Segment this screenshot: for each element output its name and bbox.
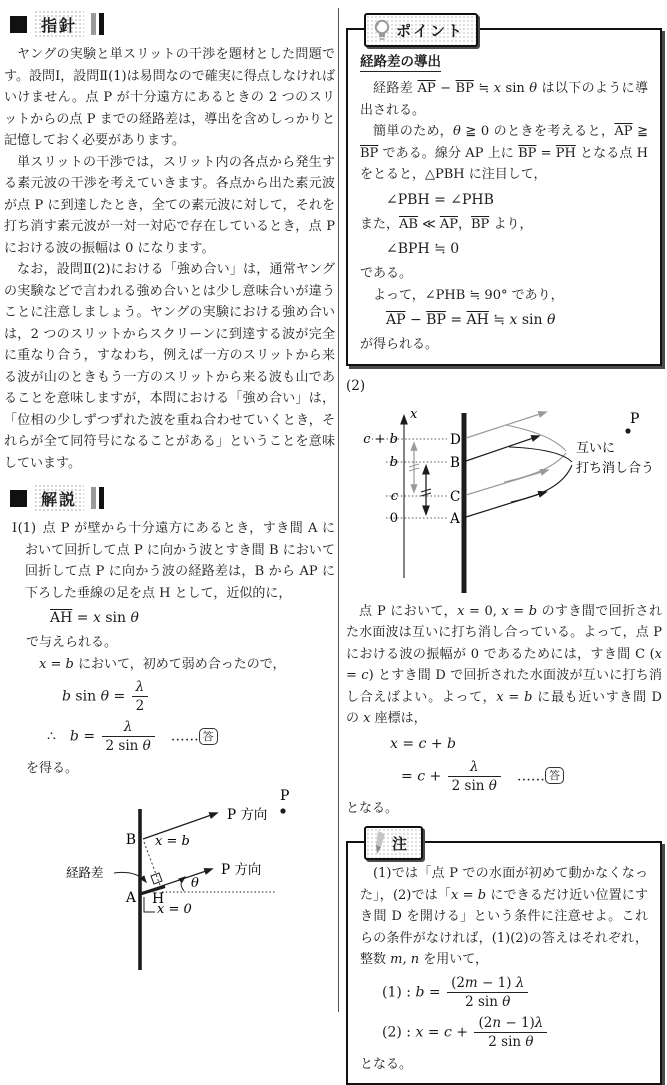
point-badge-label: ポイント	[396, 22, 465, 40]
diagram-slit-ab	[4, 782, 335, 978]
kaisetsu-header	[10, 486, 335, 510]
section-bars-icon	[91, 13, 104, 35]
point-b-label: B	[125, 831, 136, 848]
lightbulb-icon	[372, 18, 392, 42]
left-column	[4, 6, 335, 978]
note-badge-label: 注	[392, 835, 410, 853]
path-difference-label: 経路差	[66, 864, 104, 880]
column-divider	[338, 8, 339, 1012]
point-p-label: P	[280, 787, 290, 804]
slit-d-label: D	[450, 431, 461, 448]
note-badge	[364, 826, 423, 860]
point-badge	[364, 13, 478, 47]
right-column	[346, 0, 662, 1085]
formula-b-answer: ∴ b = $\frac{\lambda}{\text{2 sin θ}}$ …… 答	[47, 718, 335, 755]
shishin-header	[10, 12, 335, 36]
theta-label: θ	[191, 875, 199, 891]
x-equals-0-label: x = 0	[157, 901, 192, 917]
kaisetsu-paragraph-2: で与えられる。	[26, 635, 118, 650]
section2-paragraph-2: となる。	[346, 800, 399, 816]
p-direction-label-1: P 方向	[227, 806, 268, 823]
point-p-dot	[625, 428, 630, 433]
section2-paragraph-1: 点 P において，x = 0, x = b のすき間で回折された水面波は互いに打ち消し合っている。よって，点 P における波の振幅が 0 であるためには，すき間 C (x = c) とすき間 D で回折された水面波が互いに打ち消し合えばよい。よって，x = b に最も近いすき間 D の x 座標は，	[346, 603, 662, 726]
point-formula-3: $\overline{AP} - \overline{BP} = \overline{AH}$ ≒ x sin θ	[386, 312, 556, 328]
note-paragraph-1: (1)では「点 P での水面が初めて動かなくなった」，(2)では「x = b にできるだけ近い位置にすき間 D を開ける」という条件に注意せよ。これらの条件がなければ，(1)(2)の答えはそれぞれ，整数 m, n を用いて，	[360, 866, 648, 967]
diagram-four-slits	[346, 396, 662, 601]
slit-c-label: C	[450, 488, 461, 505]
slit-a-label: A	[450, 510, 460, 527]
point-paragraph-5: よって，∠PHB ≒ 90° であり，	[373, 287, 564, 303]
point-h-label: H	[152, 890, 165, 907]
note-formula-2: (2) : x = c + $\frac{(2n - 1)\lambda}{\text{2 sin θ}}$	[382, 1014, 648, 1051]
note-panel	[346, 835, 662, 1085]
formula-ah: $\overline{AH} = x$ sin θ	[50, 610, 139, 626]
kaisetsu-paragraph-1: Ⅰ(1) 点 P が壁から十分遠方にあるとき，すき間 A において回折して点 P に向かう波とすき間 B において回折して点 P に向かう波の経路差は，B から AP に下ろした垂線の足を点 H として，近似的に，	[12, 521, 335, 601]
x-equals-b-label: x = b	[155, 833, 190, 849]
tick-cb: c + b	[363, 431, 398, 447]
section2-formula-2: = c + $\frac{\lambda}{\text{2 sin θ}}$ …… 答	[401, 758, 662, 795]
note-paragraph-2: となる。	[360, 1056, 413, 1072]
point-paragraph-2: 簡単のため，θ ≧ 0 のときを考えると，$\overline{AP}$ ≧ $\overline{BP}$ である。線分 AP 上に $\overline{BP} = \overline{PH}$ となる点 H をとると，△PBH に注目して，	[360, 124, 649, 182]
cancel-curve-gray-bottom	[504, 453, 566, 482]
cancel-curve-black-top	[509, 447, 572, 462]
point-formula-2: ∠BPH ≒ 0	[386, 241, 460, 257]
point-p-dot	[280, 808, 285, 813]
section-square-icon	[10, 16, 27, 33]
point-title: 経路差の導出	[360, 50, 441, 72]
section-bars-icon	[91, 487, 104, 509]
ray-from-c	[466, 470, 548, 495]
right-angle-mark	[151, 873, 162, 884]
point-panel	[346, 22, 662, 366]
point-paragraph-1: 経路差 $\overline{AP} - \overline{BP}$ ≒ x sin θ は以下のように導出される。	[360, 81, 648, 118]
slit-b-label: B	[450, 454, 460, 471]
kaisetsu-title: 解説	[34, 484, 84, 513]
section2-formula-1: x = c + b	[390, 735, 456, 752]
kaisetsu-paragraph-4: を得る。	[26, 761, 79, 776]
point-formula-1: ∠PBH = ∠PHB	[386, 191, 494, 208]
shishin-paragraph: なお，設問Ⅱ(2)における「強め合い」は，通常ヤングの実験などで言われる強め合いとは少し意味合いが違うことに注意しましょう。ヤングの実験における強め合いは，2 つのスリットからスクリーンに到達する波が完全に重なり合う，すなわち，例えば一方のスリットから来る波が山のときもう一方のスリットから来る波も山であることを意味しますが，本問における「強め合い」は，「位相の少しずつずれた波を重ね合わせていくとき，それらが全て同符号になることがある」ということを意味しています。	[4, 262, 335, 471]
point-paragraph-3: また，$\overline{AB}$ ≪ $\overline{AP}$，$\overline{BP}$ より，	[360, 216, 533, 232]
p-direction-label-2: P 方向	[221, 861, 262, 878]
point-paragraph-4: である。	[360, 266, 413, 281]
section2-label: (2)	[346, 377, 366, 394]
point-paragraph-6: が得られる。	[360, 337, 439, 352]
point-p-label: P	[630, 410, 640, 427]
ray-from-a	[141, 869, 212, 893]
formula-bsin: b sin θ = $\frac{\lambda}{2}$	[62, 678, 335, 715]
kaisetsu-paragraph-3: x = b において，初めて弱め合ったので，	[39, 656, 286, 672]
shishin-paragraph: ヤングの実験と単スリットの干渉を題材とした問題です。設問Ⅰ，設問Ⅱ(1)は易問なので確実に得点しなければいけません。点 P が十分遠方にあるときの 2 つのスリットからの点 P までの経路差は，導出を含めしっかりと記憶しておく必要があります。	[4, 47, 335, 148]
tick-0: 0	[389, 510, 398, 526]
shishin-paragraph: 単スリットの干渉では，スリット内の各点から発生する素元波の干渉を考えていきます。各点から出た素元波が点 P に到達したとき，全ての素元波に対して，それを打ち消す素元波が一対一対応で存在しているとき，点 P における波の振幅は 0 になります。	[4, 154, 335, 256]
section-square-icon	[10, 490, 27, 507]
cancel-label-line1: 互いに	[576, 440, 616, 456]
point-a-label: A	[125, 889, 136, 906]
problem-marker: Ⅰ(1)	[12, 521, 37, 536]
cancel-label-line2: 打ち消し合う	[576, 460, 655, 476]
tick-b: b	[389, 454, 398, 470]
pencil-icon	[372, 831, 388, 855]
note-formula-1: (1) : b = $\frac{(2m - 1) \lambda}{\text{2 sin θ}}$	[382, 974, 648, 1011]
tick-c: c	[390, 488, 398, 504]
x-axis-label: x	[410, 406, 418, 422]
shishin-title: 指針	[34, 10, 84, 39]
